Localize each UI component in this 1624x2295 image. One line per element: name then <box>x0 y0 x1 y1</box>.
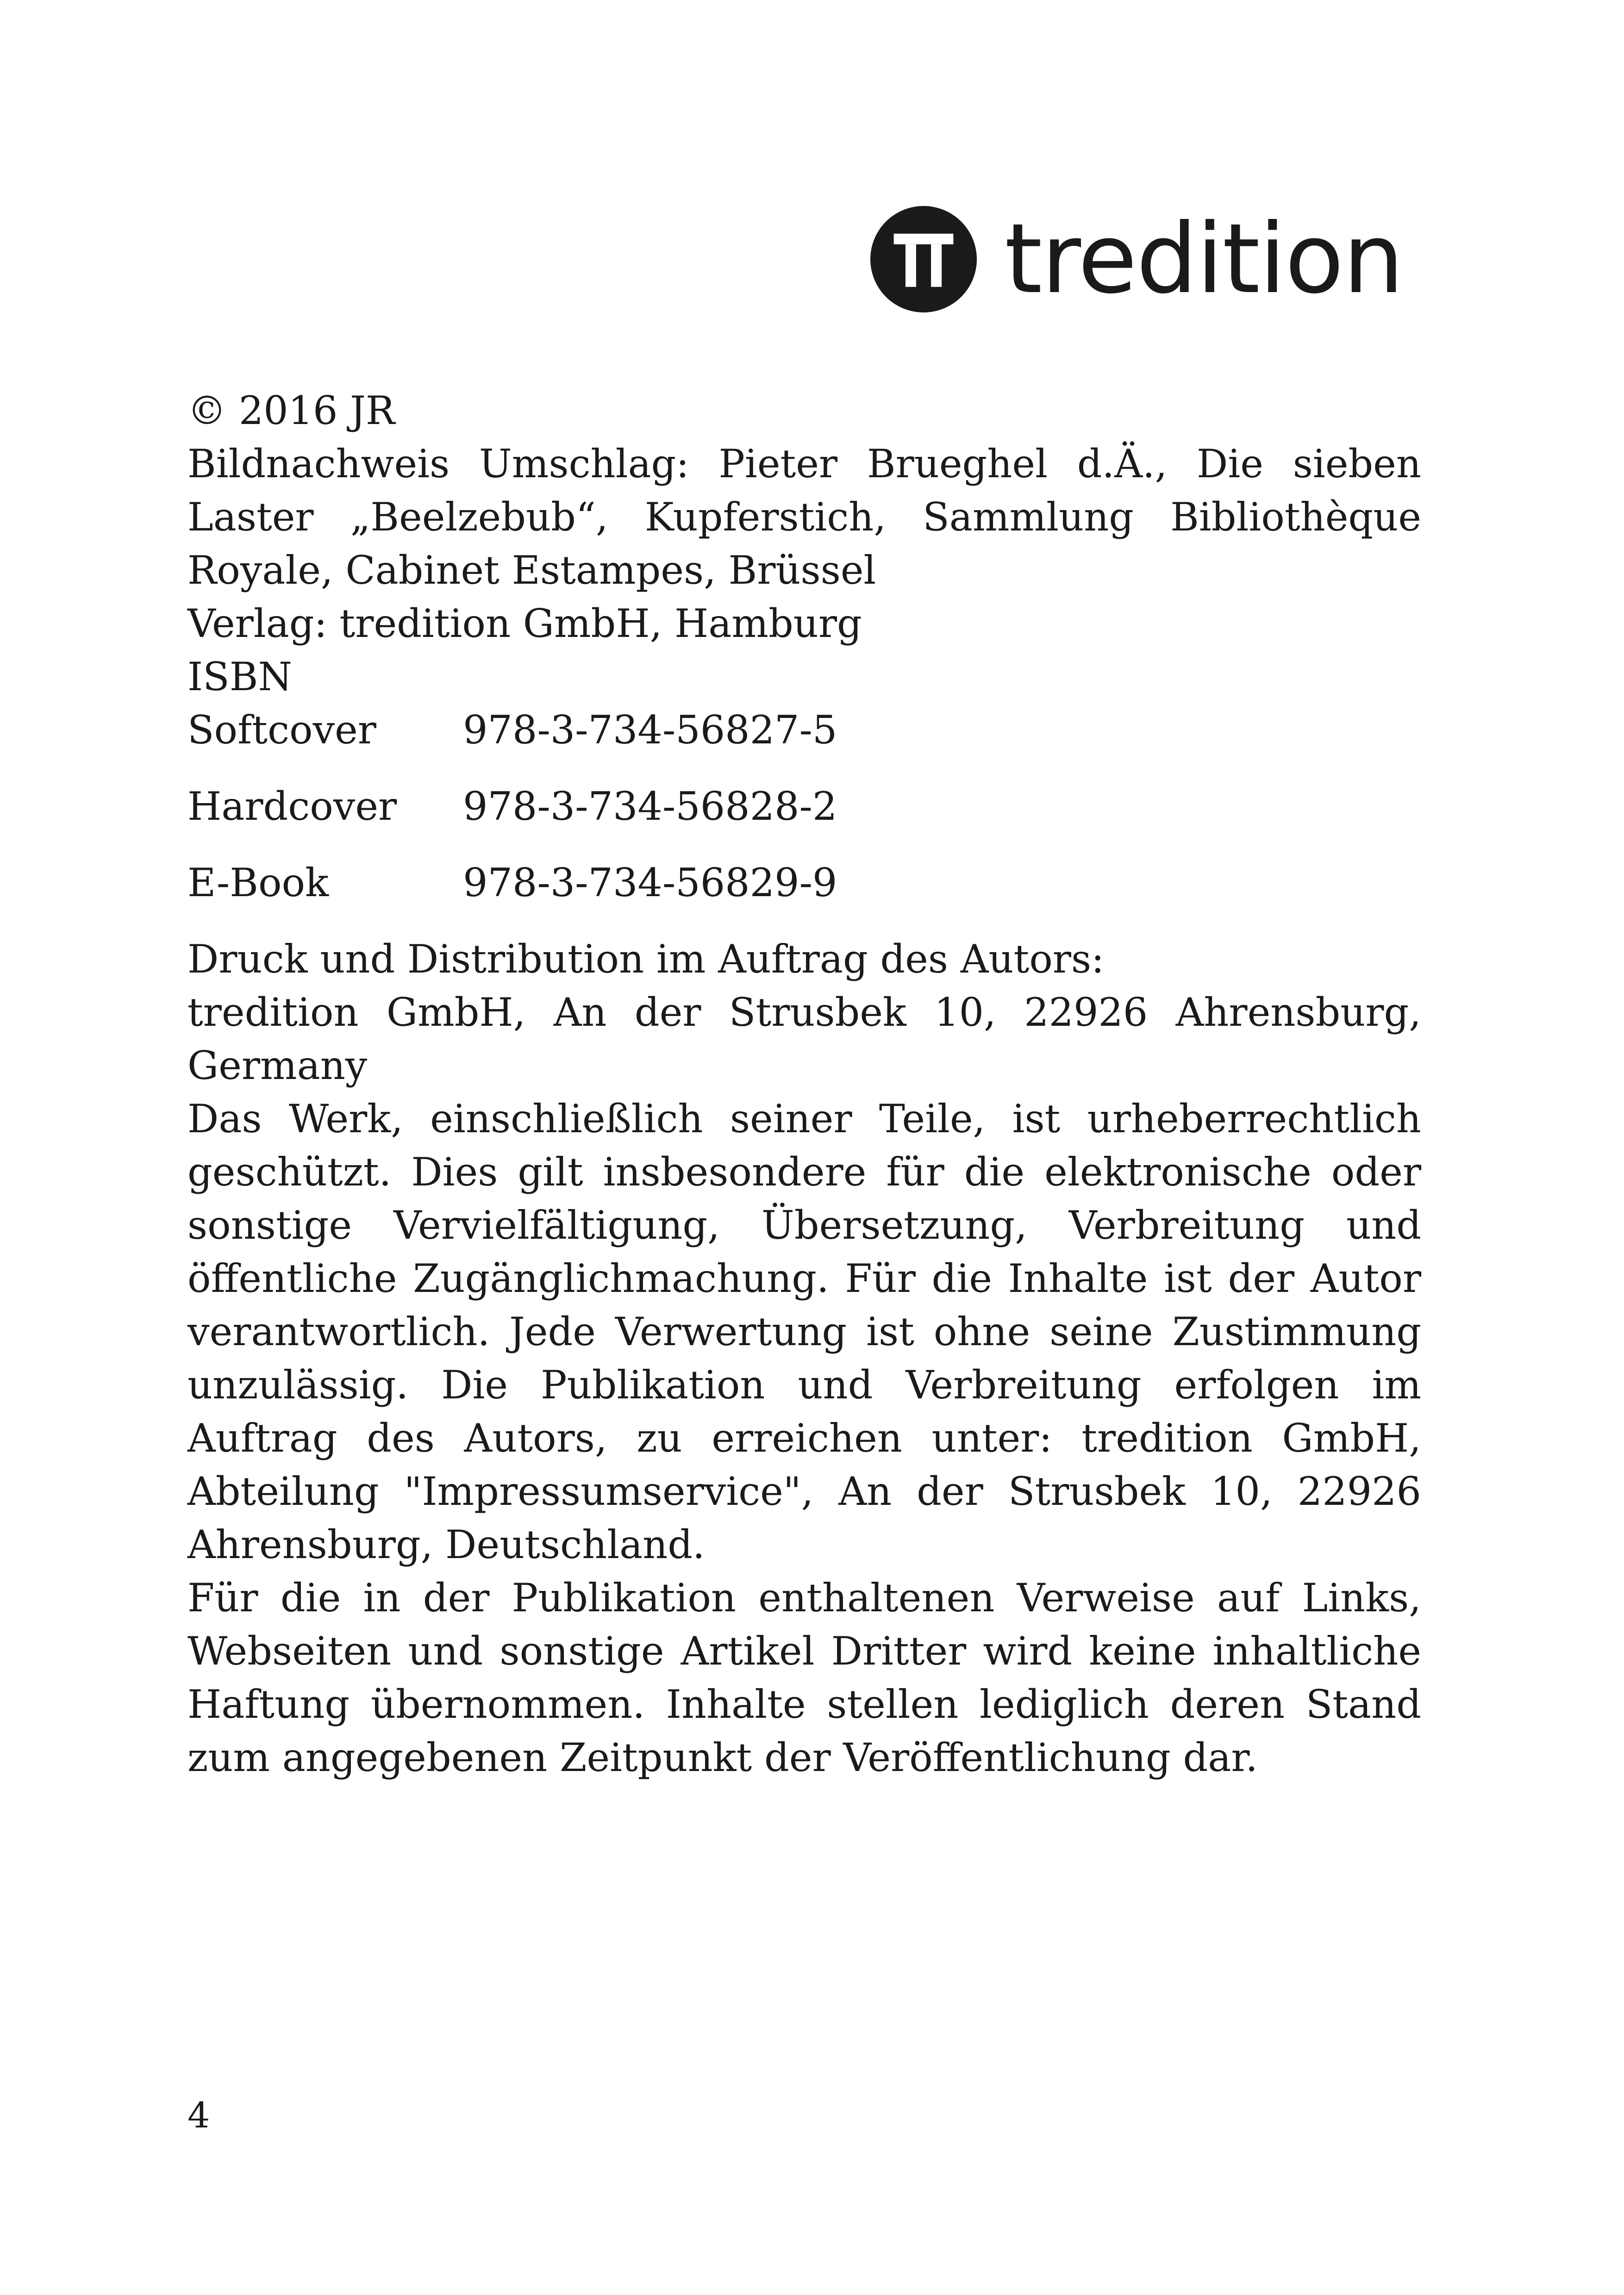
cover-credit: Bildnachweis Umschlag: Pieter Brueghel d.Ä., Die sieben Laster „Beelzebub“, Kupferstich, Sammlung Bibliothèque Royale, Cabinet Estampes, Brüssel <box>187 441 1421 593</box>
isbn-row-hardcover <box>187 780 1421 833</box>
isbn-heading: ISBN <box>187 654 292 699</box>
isbn-type: Softcover <box>187 707 376 753</box>
page-number: 4 <box>187 2095 210 2136</box>
publisher-line: Verlag: tredition GmbH, Hamburg <box>187 601 862 646</box>
isbn-number: 978-3-734-56827-5 <box>463 707 837 753</box>
tredition-logo-icon <box>870 206 977 312</box>
publisher-logo <box>870 204 1403 315</box>
distribution-line: Druck und Distribution im Auftrag des Autors: <box>187 936 1105 982</box>
logo-wordmark: tredition <box>1005 203 1403 315</box>
rights-notice: Das Werk, einschließlich seiner Teile, ist urheberrechtlich geschützt. Dies gilt insbesondere für die elektronische oder sonstige Vervielfältigung, Übersetzung, Verbreitung und öffentliche Zugänglichmachung. Für die Inhalte ist der Autor verantwortlich. Jede Verwertung ist ohne seine Zustimmung unzulässig. Die Publikation und Verbreitung erfolgen im Auftrag des Autors, zu erreichen unter: tredition GmbH, Abteilung "Impressumservice", An der Strusbek 10, 22926 Ahrensburg, Deutschland. <box>187 1096 1421 1567</box>
isbn-type: Hardcover <box>187 784 397 829</box>
isbn-row-ebook <box>187 856 1421 910</box>
isbn-type: E-Book <box>187 860 329 905</box>
isbn-number: 978-3-734-56828-2 <box>463 784 837 829</box>
copyright-line: © 2016 JR <box>187 388 395 433</box>
liability-notice: Für die in der Publikation enthaltenen Verweise auf Links, Webseiten und sonstige Artikel Dritter wird keine inhaltliche Haftung übernommen. Inhalte stellen lediglich deren Stand zum angegebenen Zeitpunkt der Veröffentlichung dar. <box>187 1575 1421 1780</box>
isbn-number: 978-3-734-56829-9 <box>463 860 837 905</box>
imprint-content <box>187 384 1421 1784</box>
isbn-row-softcover <box>187 704 1421 757</box>
publisher-address: tredition GmbH, An der Strusbek 10, 22926 Ahrensburg, Germany <box>187 990 1421 1088</box>
